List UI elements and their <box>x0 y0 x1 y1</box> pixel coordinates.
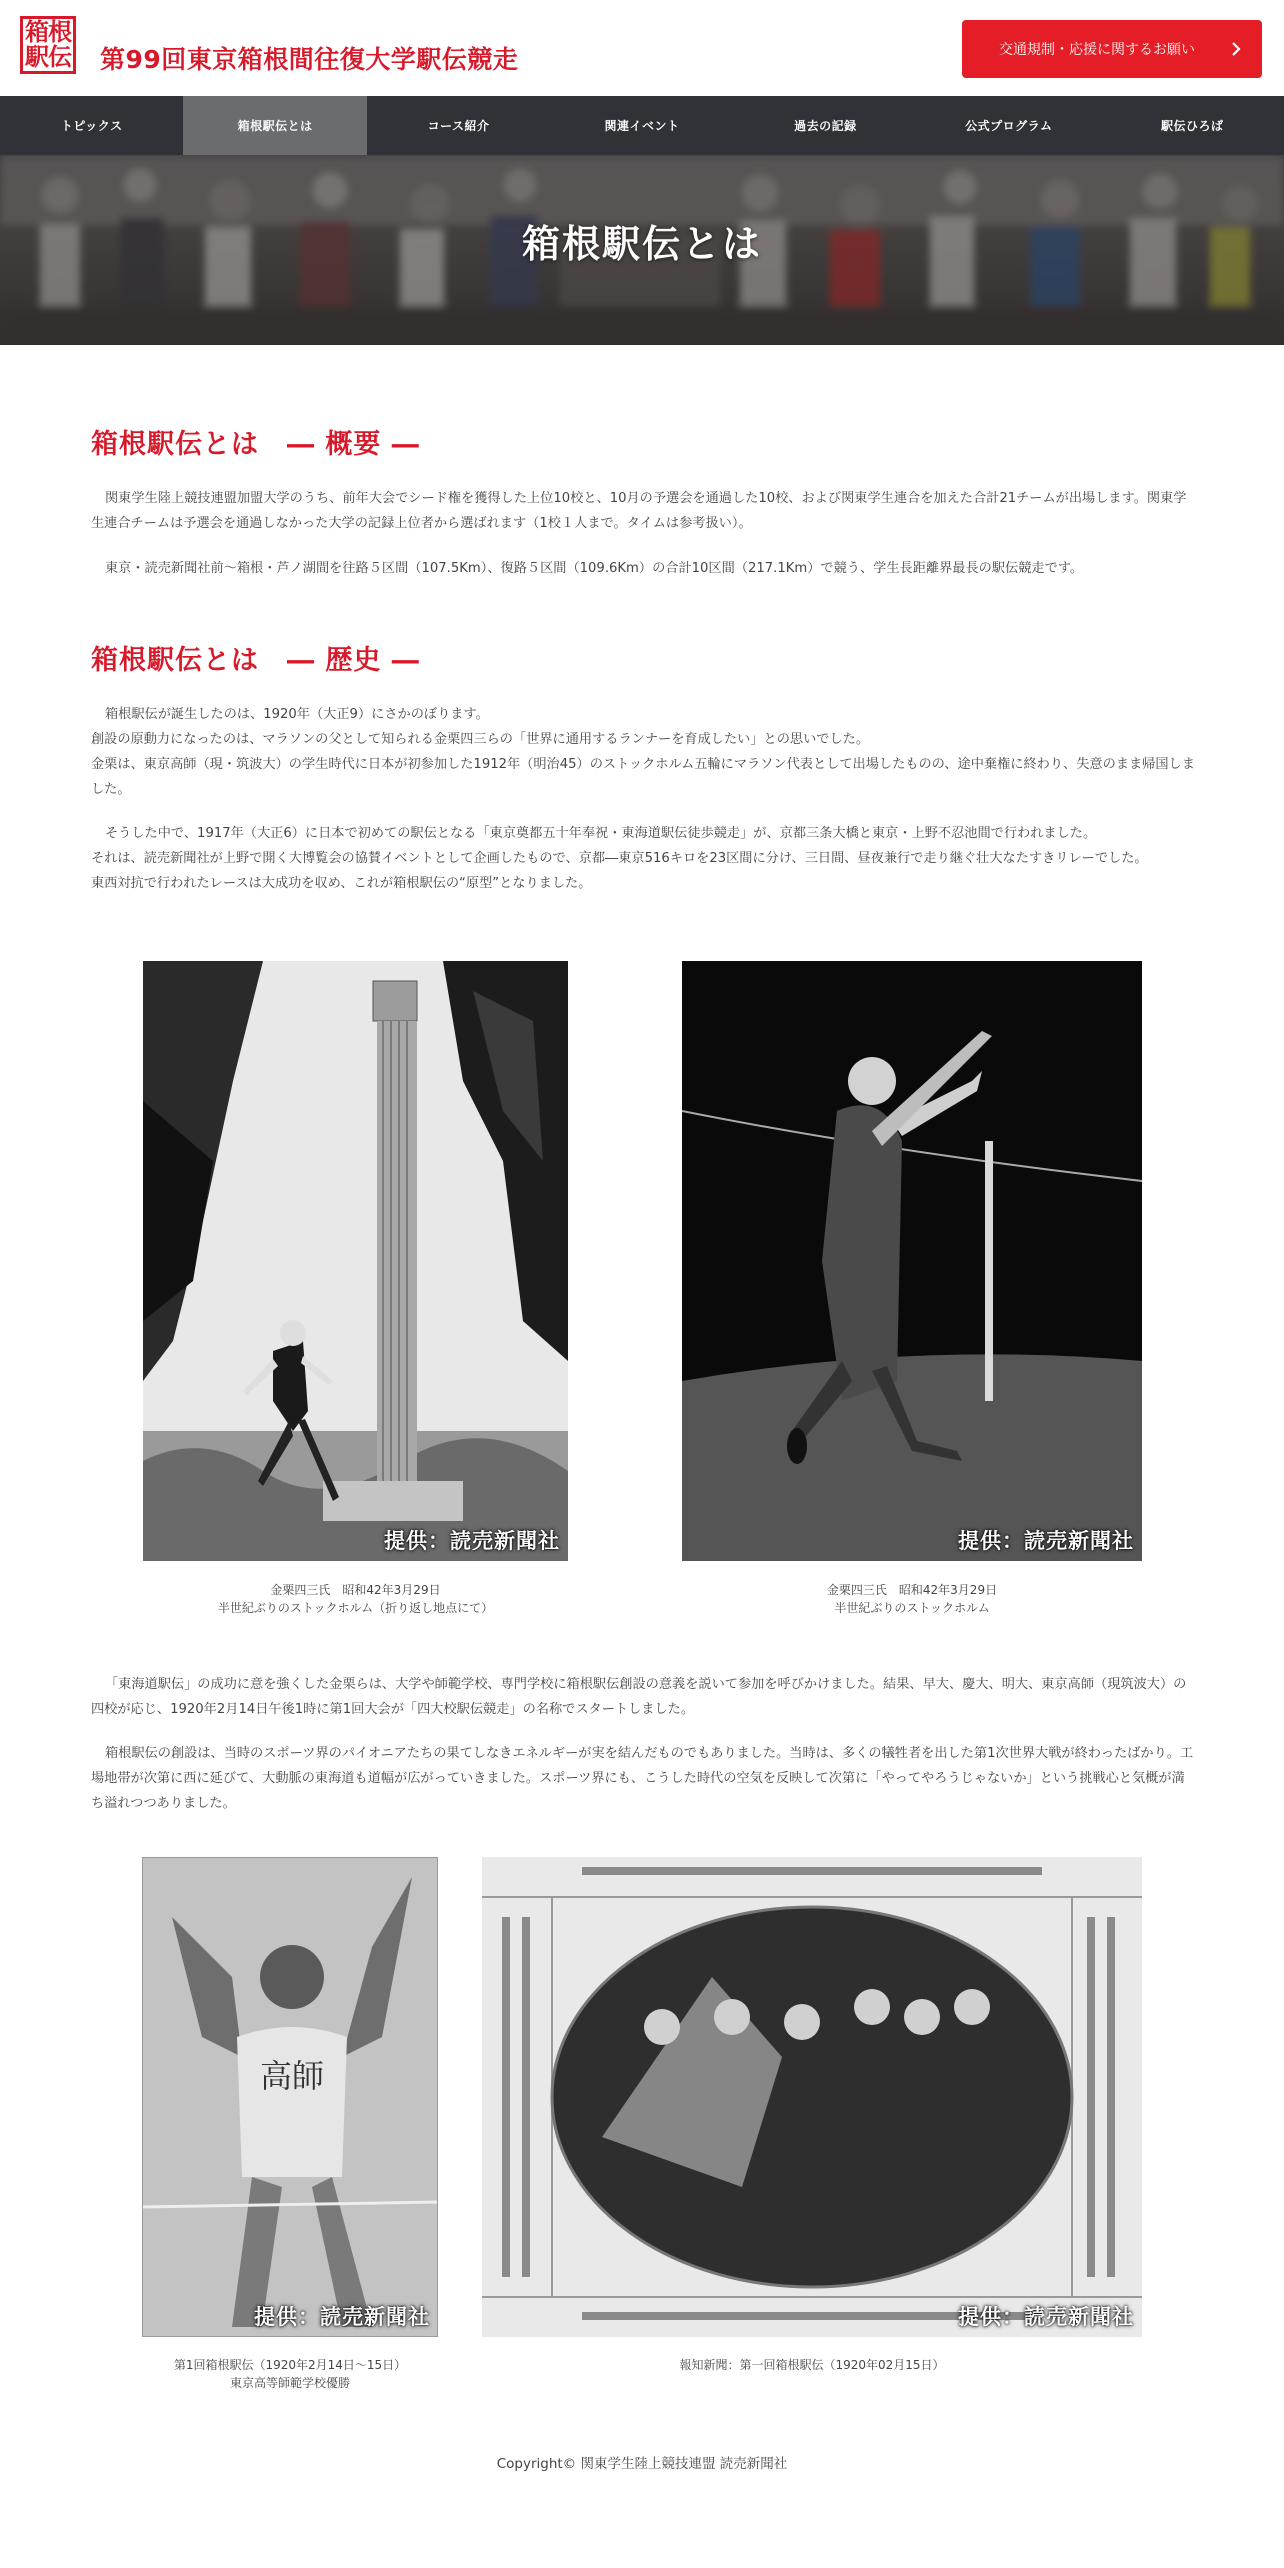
nav-item-topics[interactable]: トピックス <box>60 119 123 133</box>
photo-caption-2 <box>682 1581 1142 1617</box>
photo-hochi-newspaper <box>482 1857 1142 2337</box>
hero-banner <box>0 155 1284 345</box>
footer-copyright: Copyright© 関東学生陸上競技連盟 読売新聞社 <box>496 2456 788 2472</box>
hochi-newspaper-image <box>482 1857 1142 2337</box>
first-race-winner-image <box>142 1857 438 2337</box>
nav-item-about[interactable]: 箱根駅伝とは <box>183 96 366 155</box>
caption-line: 報知新聞：第一回箱根駅伝（1920年02月15日） <box>679 2358 945 2372</box>
photo-credit: 提供：読売新聞社 <box>958 1529 1134 1553</box>
site-header <box>0 0 1284 96</box>
history-paragraph-2 <box>91 821 1195 896</box>
site-logo[interactable] <box>20 16 76 74</box>
overview-paragraph-1 <box>91 486 1195 536</box>
runner-bib: 高師 <box>260 2057 325 2095</box>
history-line: 箱根駅伝が誕生したのは、1920年（大正9）にさかのぼります。 <box>105 707 489 722</box>
history-text-3: 「東海道駅伝」の成功に意を強くした金栗らは、大学や師範学校、専門学校に箱根駅伝創設の意義を説いて参加を呼びかけました。結果、早大、慶大、明大、東京高師（現筑波大）の四校が応じ、1920年2月14日午後1時に第1回大会が「四大校駅伝競走」の名称でスタートしました。 <box>91 1677 1187 1717</box>
chevron-right-icon <box>1226 39 1246 59</box>
history-text-4: 箱根駅伝の創設は、当時のスポーツ界のパイオニアたちの果てしなきエネルギーが実を結んだものでもありました。当時は、多くの犠牲者を出した第1次世界大戦が終わったばかり。工場地帯が次第に西に延びて、大動脈の東海道も道幅が広がっていきました。スポーツ界にも、こうした時代の空気を反映して次第に「やってやろうじゃないか」という挑戦心と気概が満ち溢れつつありました。 <box>91 1746 1194 1811</box>
photo-caption-4 <box>482 2356 1142 2374</box>
caption-line: 金栗四三氏 昭和42年3月29日 <box>826 1583 998 1597</box>
overview-text-1: 関東学生陸上競技連盟加盟大学のうち、前年大会でシード権を獲得した上位10校と、10月の予選会を通過した10校、および関東学生連合を加えた合計21チームが出場します。関東学生連合チームは予選会を通過しなかった大学の記録上位者から選ばれます（1校１人まで。タイムは参考扱い）。 <box>91 491 1187 531</box>
traffic-notice-button[interactable] <box>962 20 1262 78</box>
photo-caption-3 <box>142 2356 438 2392</box>
nav-item-records[interactable]: 過去の記録 <box>794 119 857 133</box>
nav-item-course[interactable]: コース紹介 <box>427 119 490 133</box>
logo-line-2: 駅伝 <box>25 43 71 71</box>
nav-item-plaza[interactable]: 駅伝ひろば <box>1160 119 1224 133</box>
history-line: それは、読売新聞社が上野で開く大博覧会の協賛イベントとして企画したもので、京都―東京516キロを23区間に分け、三日間、昼夜兼行で走り継ぐ壮大なたすきリレーでした。 <box>91 851 1148 866</box>
nav-item-program[interactable]: 公式プログラム <box>965 119 1053 133</box>
photo-kanakuri-pillar <box>143 961 568 1561</box>
overview-text-2: 東京・読売新聞社前～箱根・芦ノ湖間を往路５区間（107.5Km）、復路５区間（109.6Km）の合計10区間（217.1Km）で競う、学生長距離界最長の駅伝競走です。 <box>105 561 1084 576</box>
caption-line: 第1回箱根駅伝（1920年2月14日～15日） <box>173 2358 407 2372</box>
caption-line: 金栗四三氏 昭和42年3月29日 <box>270 1583 441 1597</box>
caption-line: 半世紀ぶりのストックホルム（折り返し地点にて） <box>217 1601 494 1615</box>
nav-item-events[interactable]: 関連イベント <box>604 119 680 133</box>
logo-line-1: 箱根 <box>25 18 71 46</box>
photo-caption-1 <box>143 1581 568 1617</box>
site-title[interactable]: 第99回東京箱根間往復大学駅伝競走 <box>100 45 519 74</box>
photo-credit: 提供：読売新聞社 <box>254 2305 430 2329</box>
kanakuri-pillar-image <box>143 961 568 1561</box>
overview-paragraph-2 <box>91 556 1195 581</box>
history-line: そうした中で、1917年（大正6）に日本で初めての駅伝となる「東京奠都五十年奉祝・東海道駅伝徒歩競走」が、京都三条大橋と東京・上野不忍池間で行われました。 <box>105 826 1097 841</box>
history-heading: 箱根駅伝とは ― 歴史 ― <box>91 645 420 676</box>
hero-title: 箱根駅伝とは <box>521 222 762 266</box>
history-line: 創設の原動力になったのは、マラソンの父として知られる金栗四三らの「世界に通用するランナーを育成したい」との思いでした。 <box>91 732 870 747</box>
caption-line: 東京高等師範学校優勝 <box>229 2376 350 2390</box>
traffic-notice-label: 交通規制・応援に関するお願い <box>999 42 1195 58</box>
overview-heading: 箱根駅伝とは ― 概要 ― <box>91 429 420 460</box>
history-paragraph-4 <box>91 1741 1195 1816</box>
history-paragraph-3 <box>91 1672 1195 1722</box>
kanakuri-goal-image <box>682 961 1142 1561</box>
history-line: 東西対抗で行われたレースは大成功を収め、これが箱根駅伝の“原型”となりました。 <box>91 876 592 891</box>
photo-credit: 提供：読売新聞社 <box>958 2305 1134 2329</box>
global-nav <box>0 96 1284 155</box>
caption-line: 半世紀ぶりのストックホルム <box>834 1601 990 1615</box>
photo-first-race-winner <box>142 1857 438 2337</box>
photo-kanakuri-goal <box>682 961 1142 1561</box>
photo-credit: 提供：読売新聞社 <box>384 1529 560 1553</box>
history-line: 金栗は、東京高師（現・筑波大）の学生時代に日本が初参加した1912年（明治45）のストックホルム五輪にマラソン代表として出場したものの、途中棄権に終わり、失意のまま帰国しました。 <box>91 757 1195 797</box>
history-paragraph-1 <box>91 702 1195 802</box>
